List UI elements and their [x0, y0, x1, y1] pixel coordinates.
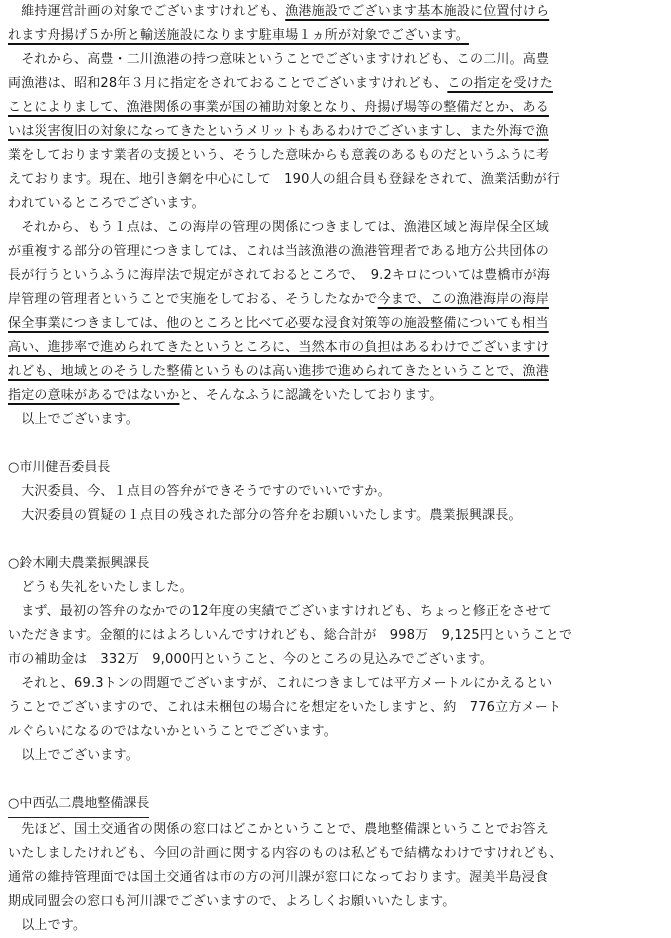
- underlined-text: この指定を受けた: [447, 76, 553, 91]
- closing-remark: 以上でございます。: [8, 412, 139, 427]
- speaker-name: ○市川健吾委員長: [8, 460, 111, 475]
- paragraph-maintenance-plan: [8, 0, 661, 48]
- text-line: いたしましたけれども、今回の計画に関する内容のものは私どもで結構なわけですけれども、: [8, 846, 563, 861]
- text-line: それと、69.3トンの問題でございますが、これにつきましては平方メートルにかえるとい: [8, 676, 553, 691]
- underlined-text-line: 高い、進捗率で進められてきたというところに、当然本市の負担はあるわけでございますけ: [8, 340, 550, 355]
- text-line: が重複する部分の管理につきましては、これは当該漁港の漁港管理者である地方公共団体の: [8, 244, 549, 259]
- spacer: [8, 768, 661, 792]
- text-line: それから、もう１点は、この海岸の管理の関係につきましては、漁港区域と海岸保全区域: [8, 220, 549, 235]
- text-line: うことでございますので、これは未梱包の場合にを想定をいたしますと、約 776立方メート: [8, 700, 562, 715]
- text-line: いただきます。金額的にはよろしいんですけれども、総合計が 998万 9,125円ということで: [8, 628, 573, 643]
- text-line: [8, 24, 661, 48]
- speaker-name: [8, 792, 661, 818]
- underlined-text-line: ことによりまして、漁港関係の事業が国の補助対象となり、舟揚げ場等の整備だとか、ある: [8, 100, 549, 115]
- text-line: 以上です。: [8, 918, 87, 933]
- text-line: まず、最初の答弁のなかでの12年度の実績でございますけれども、ちょっと修正をさせて: [8, 604, 552, 619]
- text-line: [8, 384, 661, 408]
- text-line: 大沢委員の質疑の１点目の残された部分の答弁をお願いいたします。農業振興課長。: [8, 508, 522, 523]
- text-line: 先ほど、国土交通省の関係の窓口はどこかということで、農地整備課ということでお答え: [8, 822, 549, 837]
- spacer: [8, 432, 661, 456]
- underlined-text: 漁港施設でございます基本施設に位置付けら: [285, 4, 550, 19]
- text-line: それから、高豊・二川漁港の持つ意味ということでございますけれども、この二川。高豊: [8, 52, 550, 67]
- text-line: 市の補助金は 332万 9,000円ということ、今のところの見込みでございます。: [8, 652, 493, 667]
- text-line: われているところでございます。: [8, 196, 205, 211]
- text-line: どうも失礼をいたしました。: [8, 580, 193, 595]
- text-segment: と、そんなふうに認識をいたしております。: [179, 388, 443, 403]
- text-line: 長が行うというふうに海岸法で規定がされておるところで、 9.2キロについては豊橋市が海: [8, 268, 551, 283]
- underlined-text: 指定の意味があるではないか: [8, 388, 180, 403]
- underlined-text: 今まで、この漁港海岸の海岸: [377, 292, 549, 307]
- text-line: 期成同盟会の窓口も河川課でございますので、よろしくお願いいたします。: [8, 894, 456, 909]
- text-line: [8, 0, 661, 24]
- speaker-name: ○鈴木剛夫農業振興課長: [8, 556, 150, 571]
- text-line: 大沢委員、今、１点目の答弁ができそうですのでいいですか。: [8, 484, 391, 499]
- speaker-name-underlined: ○中西弘二農地整備課長: [8, 792, 149, 818]
- text-segment: 両漁港は、昭和28年３月に指定をされておることでございますけれども、: [8, 76, 448, 91]
- speaker-statement: [8, 480, 661, 528]
- text-line: 業をしております業者の支援という、そうした意味からも意義のあるものだというふうに考: [8, 148, 550, 163]
- text-line: えております。現在、地引き網を中心にして 190人の組合員も登録をされて、漁業活動が行: [8, 172, 561, 187]
- paragraph-coast-management: [8, 216, 661, 408]
- text-line: いは災害復旧の対象になってきたというメリットもあるわけでございますし、また外海で漁: [8, 124, 549, 139]
- text-line: ルぐらいになるのではないかということでございます。: [8, 724, 337, 739]
- text-line: 以上でございます。: [8, 748, 139, 763]
- paragraph-fishing-port-meaning: [8, 48, 661, 216]
- text-line: [8, 288, 661, 312]
- spacer: [8, 528, 661, 552]
- underlined-text: れます舟揚げ５か所と輸送施設になります駐車場１ヵ所が対象でございます。: [8, 28, 469, 43]
- underlined-text-line: れども、地域とのそうした整備というものは高い進捗で進められてきたということで、漁港: [8, 364, 549, 379]
- text-segment: 維持運営計画の対象でございますけれども、: [8, 4, 286, 19]
- speaker-statement: [8, 576, 661, 768]
- underlined-text-line: 保全事業につきましては、他のところと比べて必要な浸食対策等の施設整備についても相当: [8, 316, 549, 331]
- text-line: [8, 72, 661, 96]
- text-segment: 岸管理の管理者ということで実施をしておる、そうしたなかで: [8, 292, 378, 307]
- speaker-statement: [8, 818, 661, 938]
- text-line: 通常の維持管理面では国土交通省は市の方の河川課が窓口になっております。渥美半島浸食: [8, 870, 549, 885]
